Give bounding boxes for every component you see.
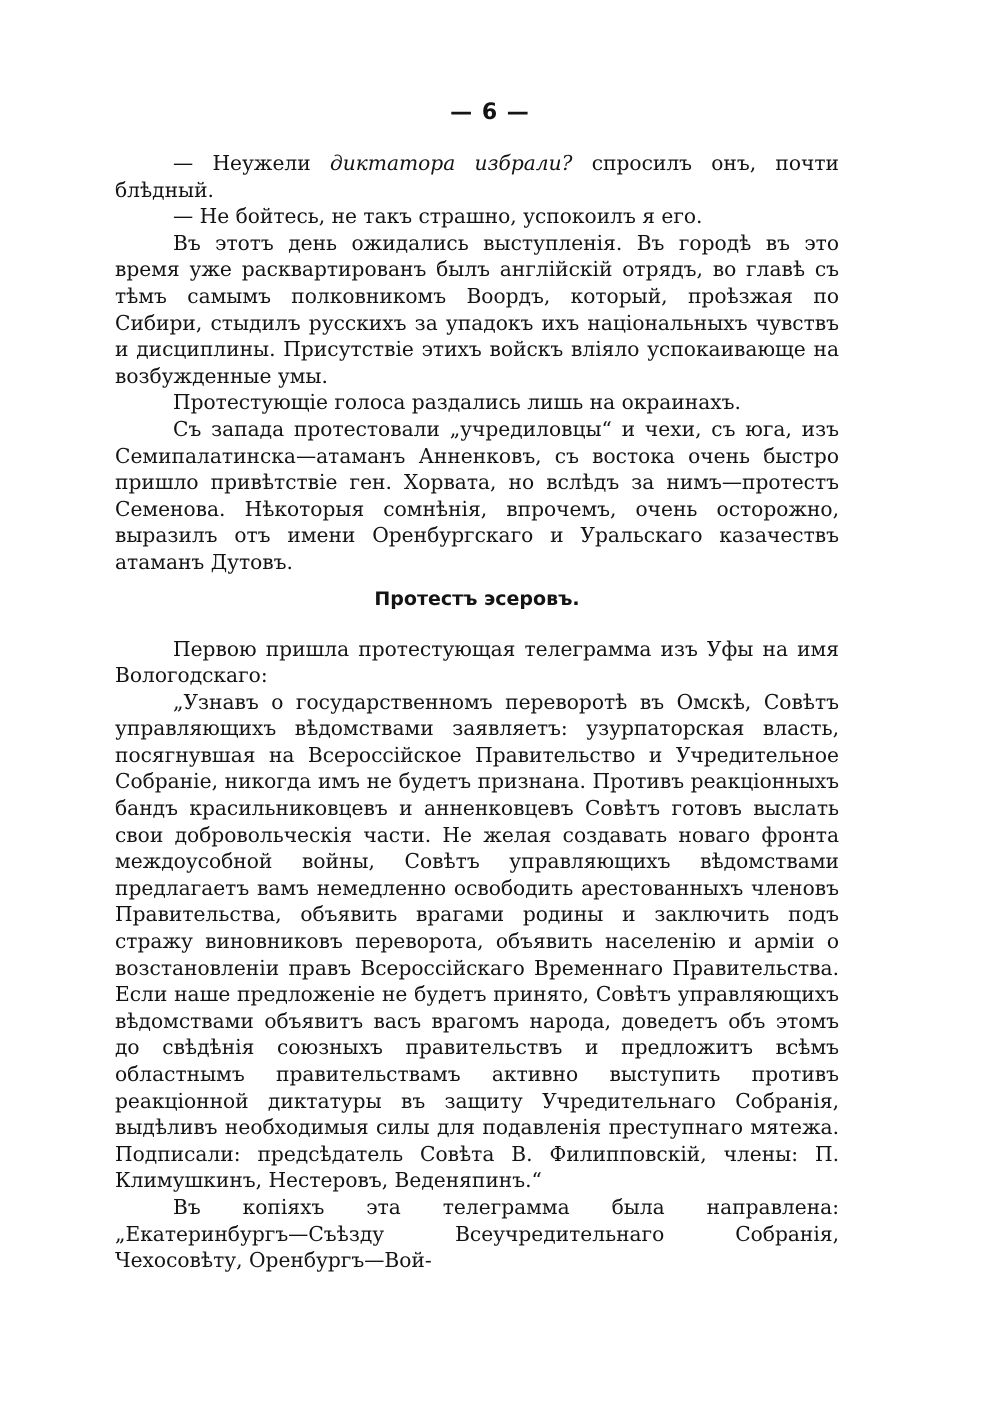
paragraph-telegram-intro: Первою пришла протестующая телеграмма изъ Уфы на имя Вологодскаго: bbox=[115, 636, 839, 688]
page-number: — 6 — bbox=[450, 100, 530, 125]
dialogue-emphasis: диктатора избрали? bbox=[329, 151, 573, 175]
paragraph-protesting-voices: Протестующіе голоса раздались лишь на окраинахъ. bbox=[173, 390, 741, 415]
document-page bbox=[115, 96, 839, 1274]
paragraph-dialogue-question bbox=[115, 150, 839, 203]
paragraph-dialogue-answer: — Не бойтесь, не такъ страшно, успокоилъ я его. bbox=[173, 204, 703, 229]
dialogue-lead: — Неужели bbox=[173, 151, 330, 175]
dialogue-tail: спросилъ онъ, почти блѣдный. bbox=[115, 151, 839, 202]
paragraph-telegram-text: „Узнавъ о государственномъ переворотѣ въ Омскѣ, Совѣтъ управляющихъ вѣдомствами заявляетъ: узурпаторская власть, посягнувшая на Всероссійское Правительство и Учредительное Собраніе, никогда имъ не будетъ признана. Противъ реакціонныхъ бандъ красильниковцевъ и анненковцевъ Совѣтъ готовъ выслать свои добровольческія части. Не желая создавать новаго фронта междоусобной войны, Совѣтъ управляющихъ вѣдомствами предлагаетъ вамъ немедленно освободить арестованныхъ членовъ Правительства, объявить врагами родины и заключить подъ стражу виновниковъ переворота, объявить населенію и арміи о возстановленіи правъ Всероссійскаго Временнаго Правительства. Если наше предложеніе не будетъ принято, Совѣтъ управляющихъ вѣдомствами объявитъ васъ врагомъ народа, доведетъ объ этомъ до свѣдѣнія союзныхъ правительствъ и предложитъ всѣмъ областнымъ правительствамъ активно выступить противъ реакціонной диктатуры въ защиту Учредительнаго Собранія, выдѣливъ необходимыя силы для подавленія преступнаго мятежа. Подписали: предсѣдатель Совѣта В. Филипповскій, члены: П. Климушкинъ, Нестеровъ, Веденяпинъ.“ bbox=[115, 689, 839, 1193]
section-heading: Протестъ эсеровъ. bbox=[374, 587, 580, 610]
paragraph-telegram-copies: Въ копіяхъ эта телеграмма была направлена: „Екатеринбургъ—Съѣзду Всеучредительнаго Собранія, Чехосовѣту, Оренбургъ—Вой- bbox=[115, 1194, 839, 1273]
paragraph-protests-list: Съ запада протестовали „учредиловцы“ и чехи, съ юга, изъ Семипалатинска—атаманъ Анненковъ, съ востока очень быстро пришло привѣтствіе ген. Хорвата, но вслѣдъ за нимъ—протестъ Семенова. Нѣкоторыя сомнѣнія, впрочемъ, очень осторожно, выразилъ отъ имени Оренбургскаго и Уральскаго казачествъ атаманъ Дутовъ. bbox=[115, 416, 839, 574]
paragraph-english-detachment: Въ этотъ день ожидались выступленія. Въ городѣ въ это время уже расквартированъ былъ англійскій отрядъ, во главѣ съ тѣмъ самымъ полковникомъ Воордъ, который, проѣзжая по Сибири, стыдилъ русскихъ за упадокъ ихъ національныхъ чувствъ и дисциплины. Присутствіе этихъ войскъ вліяло успокаивающе на возбужденные умы. bbox=[115, 230, 839, 388]
